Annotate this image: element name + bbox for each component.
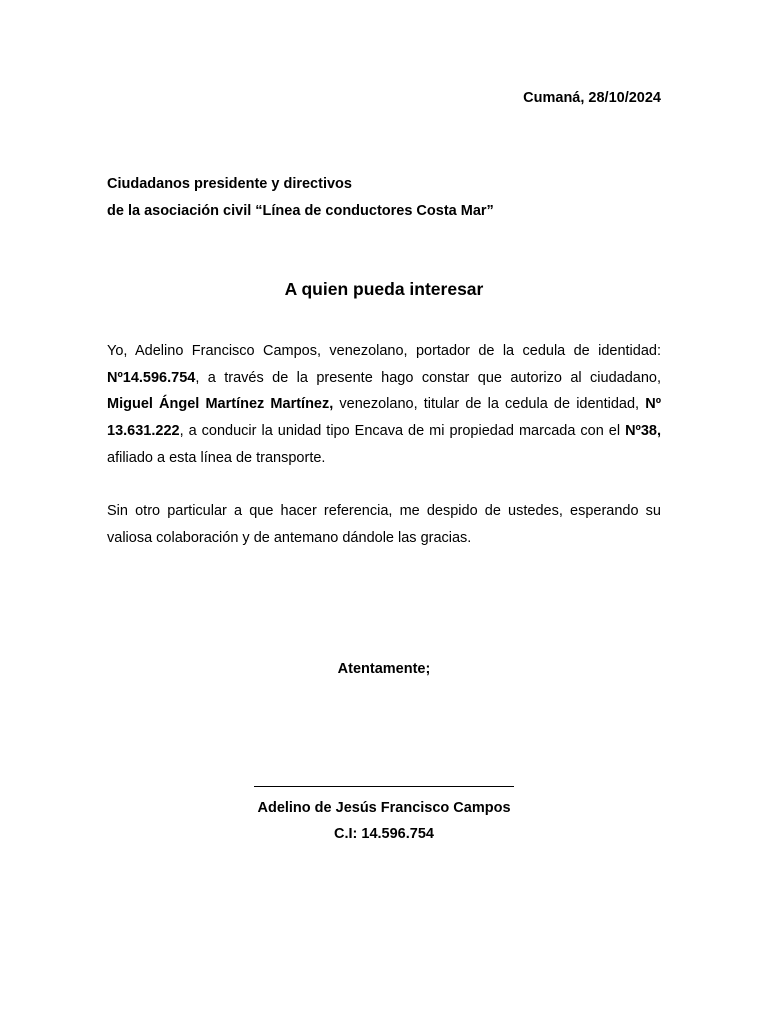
recipient-line-1: Ciudadanos presidente y directivos <box>107 176 352 192</box>
signer-name: Adelino de Jesús Francisco Campos <box>257 800 511 816</box>
authorized-person-id-number: Nº 13.631.222 <box>107 396 662 440</box>
signer-id: C.I: 14.596.754 <box>334 826 434 842</box>
body-text-affiliation: afiliado a esta línea de transporte. <box>107 449 326 466</box>
letter-closing: Atentamente; <box>337 661 431 677</box>
body-text-intro: Yo, Adelino Francisco Campos, venezolano, portador de la cedula de identidad: <box>107 343 661 359</box>
letter-date: Cumaná, 28/10/2024 <box>523 90 661 106</box>
body-paragraph-authorization <box>107 338 661 472</box>
signature-block <box>0 795 768 847</box>
body-paragraph-farewell: Sin otro particular a que hacer referencia, me despido de ustedes, esperando su valiosa colaboración y de antemano dándole las gracias. <box>107 503 661 546</box>
vehicle-unit-number: Nº38, <box>625 423 661 440</box>
recipient-block <box>107 171 494 225</box>
body-text-titular: venezolano, titular de la cedula de identidad, <box>333 396 646 413</box>
authorizer-id-number: Nº14.596.754 <box>107 369 196 386</box>
recipient-line-2: de la asociación civil “Línea de conductores Costa Mar” <box>107 203 494 219</box>
letter-subject: A quien pueda interesar <box>284 279 484 299</box>
body-text-vehicle: , a conducir la unidad tipo Encava de mi propiedad marcada con el <box>179 423 626 440</box>
authorized-person-name: Miguel Ángel Martínez Martínez, <box>107 396 334 413</box>
body-text-authorize: , a través de la presente hago constar que autorizo al ciudadano, <box>195 369 661 386</box>
signature-line <box>254 786 514 787</box>
